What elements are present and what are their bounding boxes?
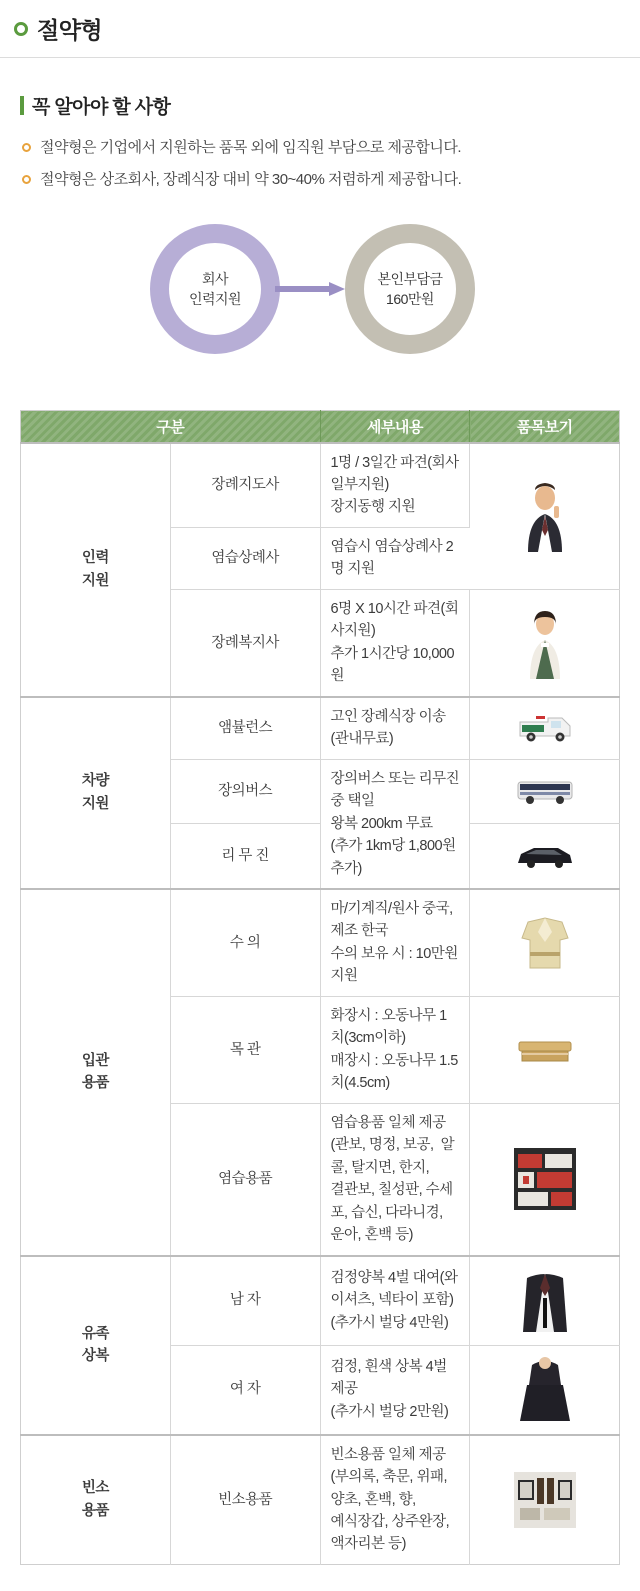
thumbnail-cell[interactable] (470, 589, 620, 696)
row-sub-label: 염습용품 (170, 1103, 320, 1255)
row-desc: 염습시 염습상례사 2명 지원 (320, 527, 470, 589)
thumbnail-cell[interactable] (470, 996, 620, 1103)
row-desc: 빈소용품 일체 제공 (부의록, 축문, 위패, 양초, 혼백, 향, 예식장갑, 상주완장, 액자리본 등) (320, 1435, 470, 1565)
column-header-details: 세부내용 (320, 411, 470, 443)
funeral-bus-photo (514, 771, 576, 811)
row-desc: 1명 / 3일간 파견(회사일부지원) 장지동행 지원 (320, 443, 470, 528)
diagram-left-line1: 회사 (201, 270, 229, 287)
ring-dot-icon (22, 175, 31, 184)
list-item (20, 137, 620, 158)
wooden-coffin-photo (514, 1030, 576, 1070)
notice-list (20, 137, 620, 190)
female-funeral-helper-photo (514, 607, 576, 679)
cost-flow-diagram (0, 204, 640, 394)
notice-header (20, 92, 620, 119)
male-funeral-director-photo (514, 480, 576, 552)
page-title: 절약형 (37, 17, 103, 43)
diagram-circle-company (150, 224, 280, 354)
row-sub-label: 리 무 진 (170, 824, 320, 889)
row-sub-label: 목 관 (170, 996, 320, 1103)
detail-table-wrap (0, 394, 640, 1591)
thumbnail-cell[interactable] (470, 889, 620, 996)
row-desc: 검정, 흰색 상복 4벌 제공 (추가시 벌당 2만원) (320, 1345, 470, 1435)
row-sub-label: 앰뷸런스 (170, 697, 320, 759)
row-desc: 6명 X 10시간 파견(회사지원) 추가 1시간당 10,000원 (320, 589, 470, 696)
mortuary-supplies-photo (514, 1464, 576, 1536)
ring-bullet-icon (14, 22, 28, 36)
page-header (0, 0, 640, 58)
shrouding-supplies-photo (514, 1143, 576, 1215)
womens-mourning-dress-photo (514, 1354, 576, 1426)
shroud-photo (514, 907, 576, 979)
table-row (21, 1256, 620, 1346)
thumbnail-cell[interactable] (470, 1103, 620, 1255)
diagram-right-line2: 160만원 (386, 291, 434, 307)
thumbnail-cell[interactable] (470, 697, 620, 759)
table-row (21, 697, 620, 759)
row-sub-label: 염습상례사 (170, 527, 320, 589)
table-row (21, 443, 620, 528)
group-label-vehicle: 차량 지원 (21, 697, 171, 889)
group-label-manpower: 인력 지원 (21, 443, 171, 697)
diagram-right-line1: 본인부담금 (377, 270, 443, 287)
thumbnail-cell[interactable] (470, 1435, 620, 1565)
row-desc: 검정양복 4벌 대여(와이셔츠, 넥타이 포함) (추가시 벌당 4만원) (320, 1256, 470, 1346)
row-sub-label: 장의버스 (170, 759, 320, 824)
row-sub-label: 빈소용품 (170, 1435, 320, 1565)
ring-dot-icon (22, 143, 31, 152)
table-row (21, 889, 620, 996)
arrow-right-icon (275, 282, 345, 296)
thumbnail-cell[interactable] (470, 824, 620, 889)
table-header-row (21, 411, 620, 443)
row-sub-label: 장례복지사 (170, 589, 320, 696)
group-label-mortuary: 빈소 용품 (21, 1435, 171, 1565)
row-desc: 장의버스 또는 리무진 중 택일 왕복 200km 무료 (추가 1km당 1,800원 추가) (320, 759, 470, 889)
diagram-circle-self-pay (345, 224, 475, 354)
mens-black-suit-photo (514, 1265, 576, 1337)
row-sub-label: 여 자 (170, 1345, 320, 1435)
notice-section (0, 58, 640, 190)
row-desc: 고인 장례식장 이송(관내무료) (320, 697, 470, 759)
thumbnail-cell[interactable] (470, 443, 620, 590)
row-sub-label: 수 의 (170, 889, 320, 996)
detail-table (20, 410, 620, 1565)
table-row (21, 1435, 620, 1565)
thumbnail-cell[interactable] (470, 1345, 620, 1435)
column-header-category: 구분 (21, 411, 321, 443)
list-item (20, 169, 620, 190)
diagram-left-line2: 인력지원 (188, 291, 242, 307)
column-header-item-view: 품목보기 (470, 411, 620, 443)
row-desc: 염습용품 일체 제공 (관보, 명정, 보공, 알콜, 탈지면, 한지, 결관보, 칠성판, 수세포, 습신, 다라니경, 운아, 혼백 등) (320, 1103, 470, 1255)
row-desc: 마/기계직/원사 중국, 제조 한국 수의 보유 시 : 10만원 지원 (320, 889, 470, 996)
notice-item-text: 절약형은 상조회사, 장례식장 대비 약 30~40% 저렴하게 제공합니다. (40, 171, 462, 188)
thumbnail-cell[interactable] (470, 1256, 620, 1346)
row-sub-label: 남 자 (170, 1256, 320, 1346)
group-label-mourning-clothes: 유족 상복 (21, 1256, 171, 1435)
ambulance-photo (514, 708, 576, 748)
group-label-encoffining: 입관 용품 (21, 889, 171, 1256)
notice-item-text: 절약형은 기업에서 지원하는 품목 외에 임직원 부담으로 제공합니다. (40, 139, 462, 156)
notice-title: 꼭 알아야 할 사항 (32, 97, 171, 118)
row-desc: 화장시 : 오동나무 1치(3cm이하) 매장시 : 오동나무 1.5치(4.5cm) (320, 996, 470, 1103)
accent-bar-icon (20, 96, 24, 115)
limousine-photo (514, 836, 576, 876)
thumbnail-cell[interactable] (470, 759, 620, 824)
row-sub-label: 장례지도사 (170, 443, 320, 528)
